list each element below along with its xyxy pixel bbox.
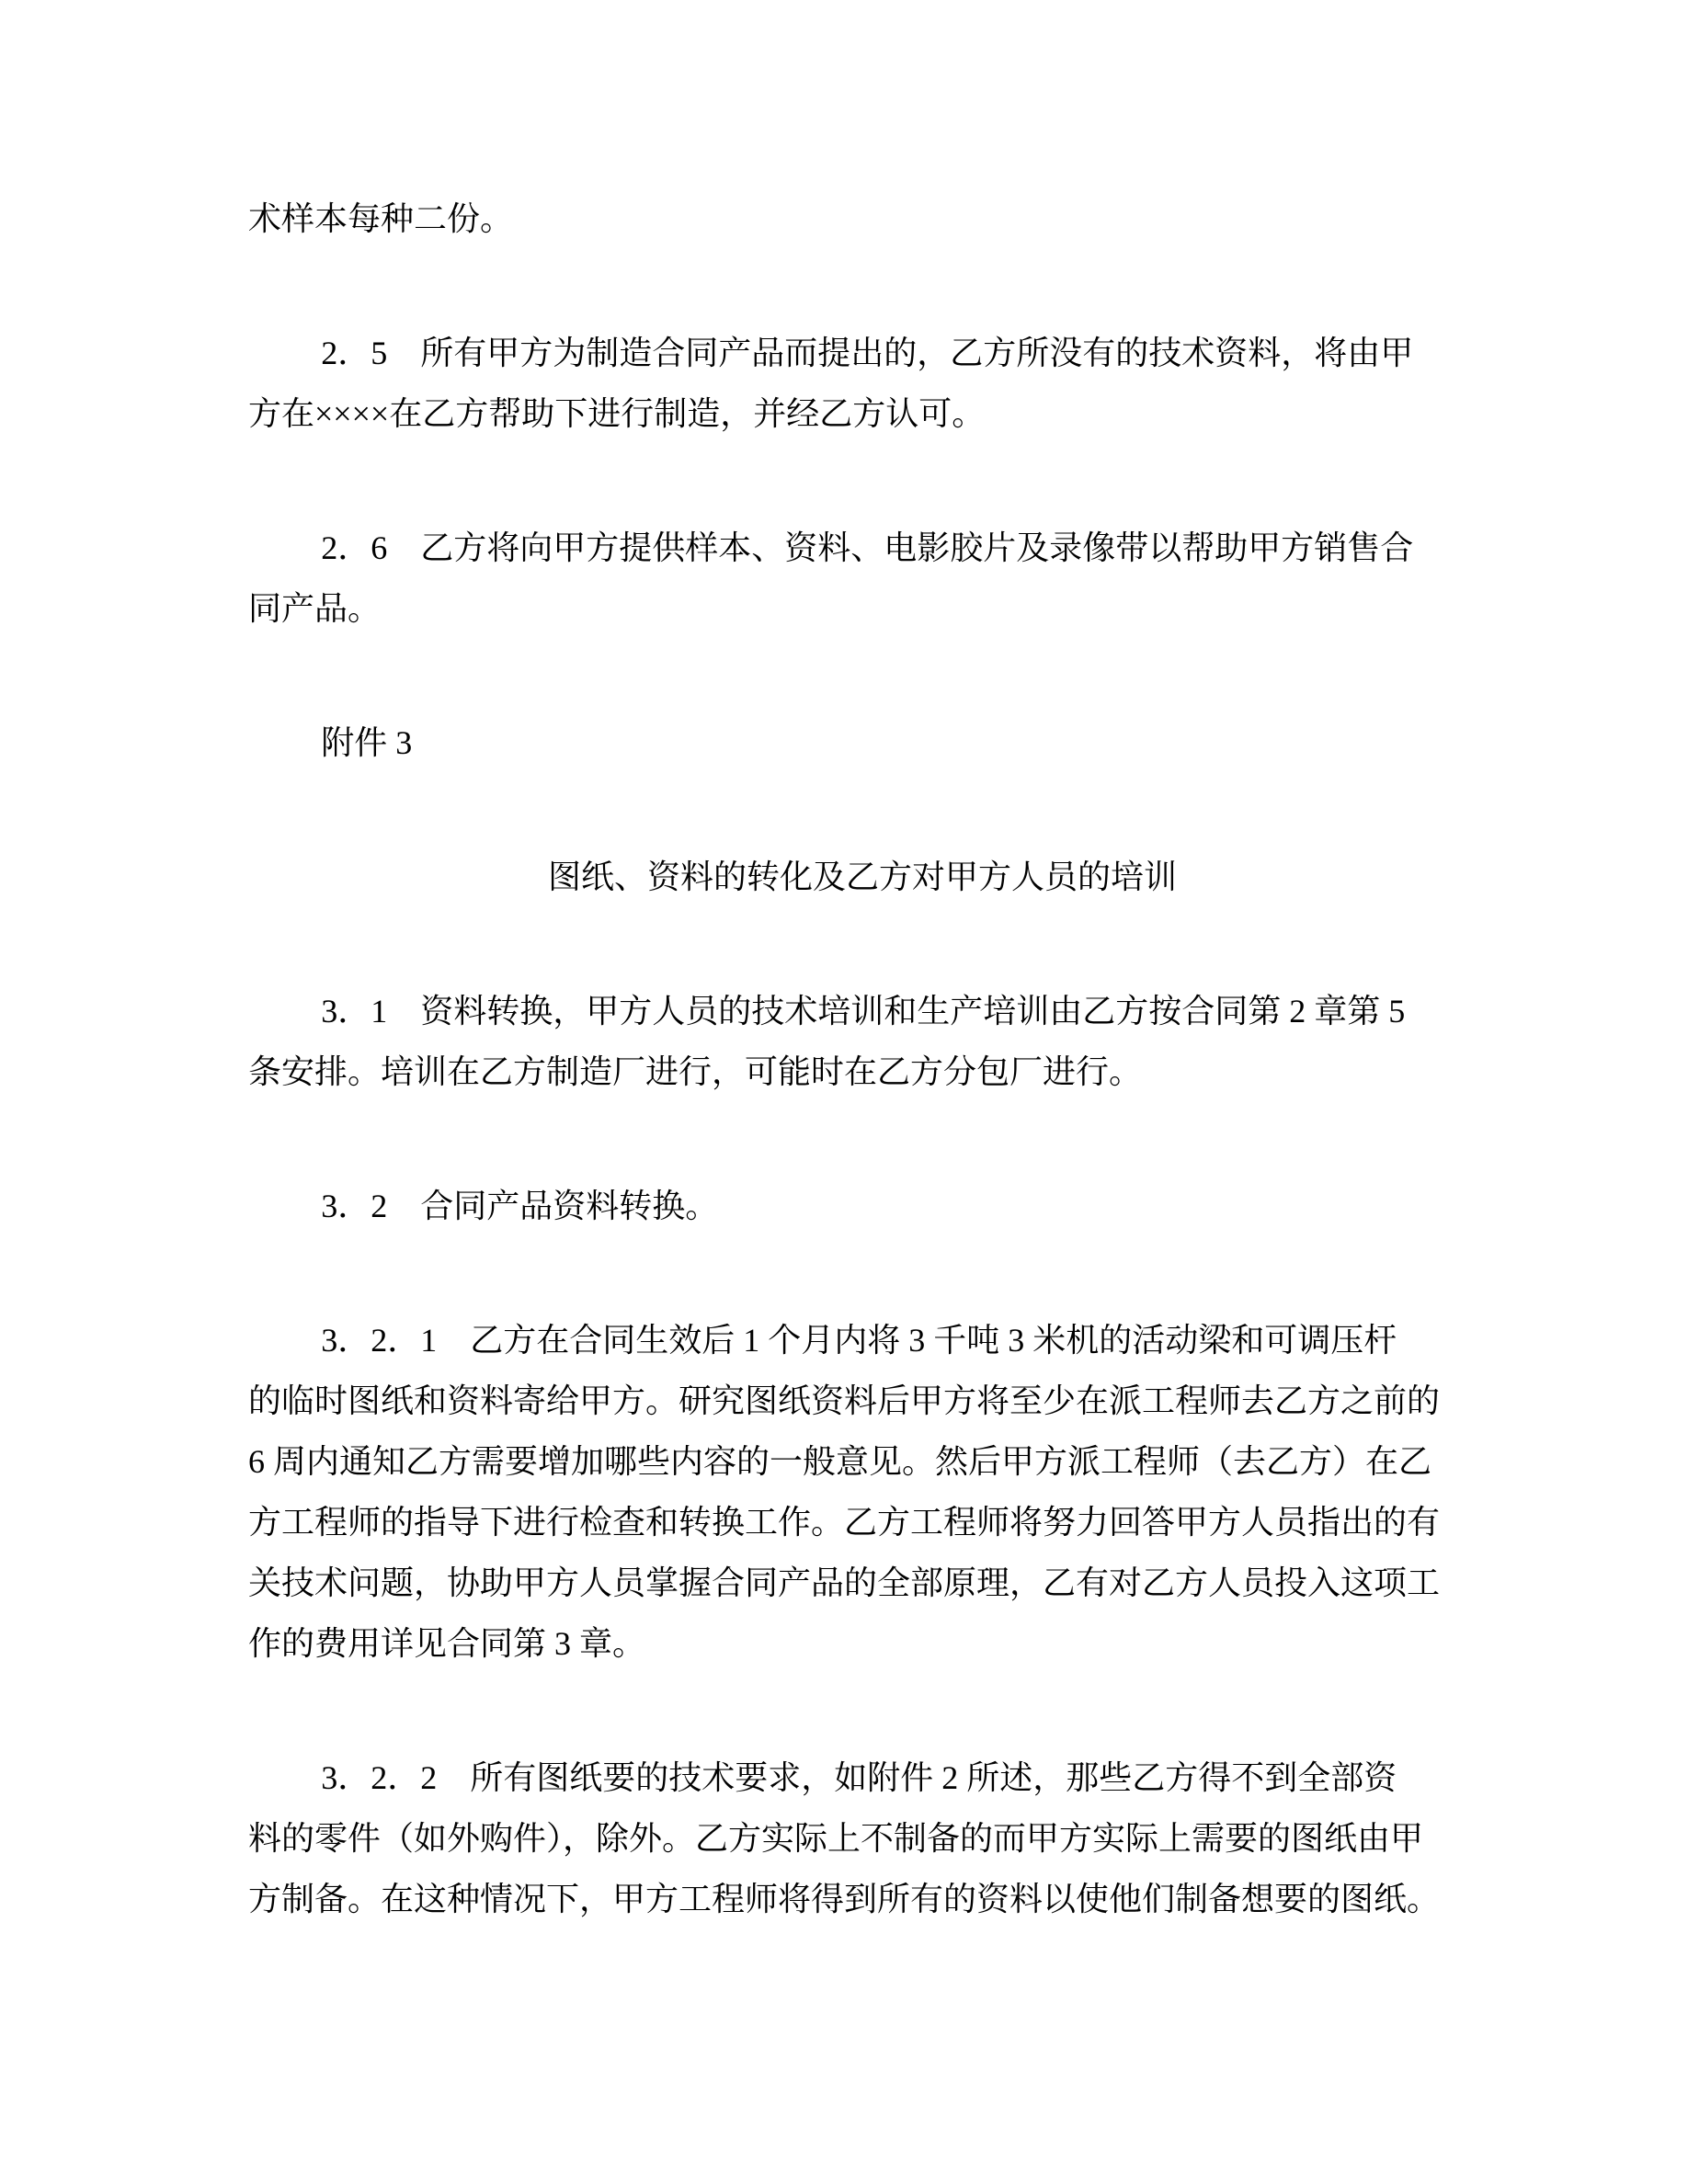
text-line: 3．2．2 所有图纸要的技术要求，如附件 2 所述，那些乙方得不到全部资 xyxy=(321,1759,1397,1796)
text-line: 术样本每种二份。 xyxy=(248,200,514,237)
text-line: 作的费用详见合同第 3 章。 xyxy=(248,1625,646,1662)
text-line: 同产品。 xyxy=(248,590,382,627)
text-line: 条安排。培训在乙方制造厂进行，可能时在乙方分包厂进行。 xyxy=(248,1053,1143,1090)
annex-3-label xyxy=(248,712,1477,773)
text-line: 6 周内通知乙方需要增加哪些内容的一般意见。然后甲方派工程师（去乙方）在乙 xyxy=(248,1443,1432,1480)
text-line: 料的零件（如外购件），除外。乙方实际上不制备的而甲方实际上需要的图纸由甲 xyxy=(248,1820,1424,1857)
text-line: 3．2 合同产品资料转换。 xyxy=(321,1188,719,1224)
text-line: 2．6 乙方将向甲方提供样本、资料、电影胶片及录像带以帮助甲方销售合 xyxy=(321,529,1414,566)
clause-2-5 xyxy=(248,323,1477,444)
text-line: 附件 3 xyxy=(321,724,413,761)
document-body xyxy=(248,188,1477,1929)
text-line: 3．1 资料转换，甲方人员的技术培训和生产培训由乙方按合同第 2 章第 5 xyxy=(321,993,1406,1029)
text-line: 方制备。在这种情况下，甲方工程师将得到所有的资料以使他们制备想要的图纸。 xyxy=(248,1881,1441,1917)
clause-3-2-1 xyxy=(248,1310,1477,1674)
text-line: 2．5 所有甲方为制造合同产品而提出的，乙方所没有的技术资料，将由甲 xyxy=(321,335,1414,371)
clause-3-2-2 xyxy=(248,1747,1477,1929)
text-line: 方工程师的指导下进行检查和转换工作。乙方工程师将努力回答甲方人员指出的有 xyxy=(248,1504,1441,1541)
clause-2-6 xyxy=(248,518,1477,639)
clause-3-1 xyxy=(248,981,1477,1102)
text-line: 关技术问题，协助甲方人员掌握合同产品的全部原理，乙有对乙方人员投入这项工 xyxy=(248,1564,1441,1601)
text-line: 图纸、资料的转化及乙方对甲方人员的培训 xyxy=(547,859,1177,895)
annex-3-title xyxy=(248,847,1477,907)
carryover-line xyxy=(248,188,1477,249)
clause-3-2 xyxy=(248,1176,1477,1236)
text-line: 的临时图纸和资料寄给甲方。研究图纸资料后甲方将至少在派工程师去乙方之前的 xyxy=(248,1382,1441,1419)
text-line: 方在××××在乙方帮助下进行制造，并经乙方认可。 xyxy=(248,395,986,432)
text-line: 3．2．1 乙方在合同生效后 1 个月内将 3 千吨 3 米机的活动梁和可调压杆 xyxy=(321,1322,1397,1359)
